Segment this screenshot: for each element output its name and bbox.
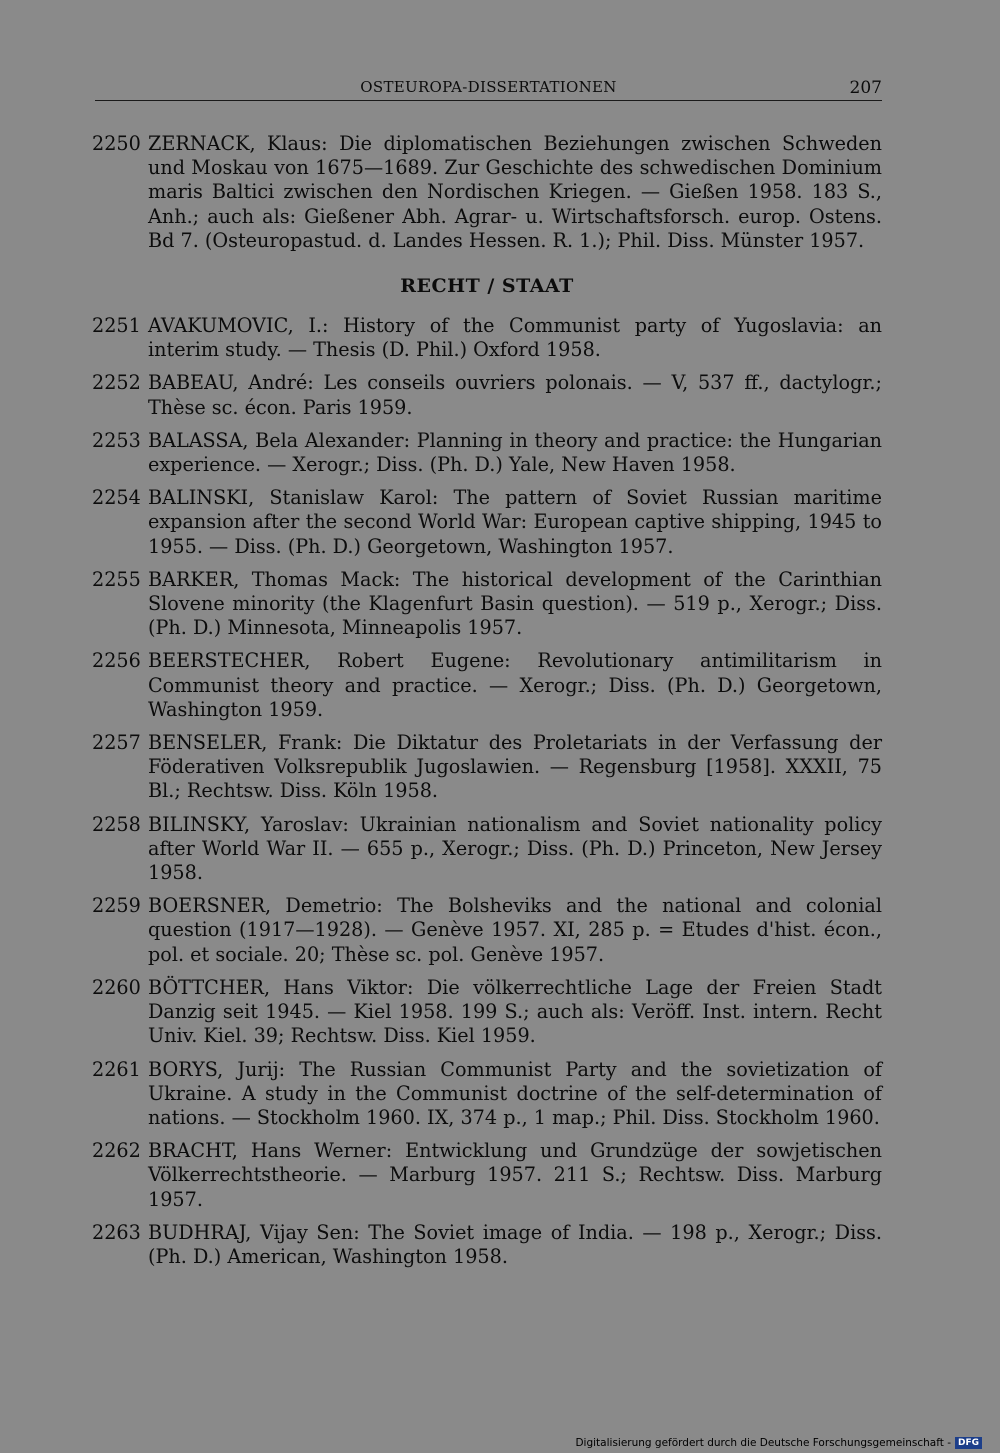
dfg-logo-icon: DFG bbox=[955, 1437, 982, 1449]
entry-text: BENSELER, Frank: Die Diktatur des Proletariats in der Verfassung der Föderativen Volksrepublik Jugoslawien. — Regensburg [1958]. XXXII, 75 Bl.; Rechtsw. Diss. Köln 1958. bbox=[148, 731, 882, 803]
entry-text: BALINSKI, Stanislaw Karol: The pattern of Soviet Russian maritime expansion after the second World War: European captive shipping, 1945 to 1955. — Diss. (Ph. D.) Georgetown, Washington 1957. bbox=[148, 486, 882, 558]
entry-text: BUDHRAJ, Vijay Sen: The Soviet image of India. — 198 p., Xerogr.; Diss. (Ph. D.) American, Washington 1958. bbox=[148, 1220, 882, 1268]
bibliography-entry bbox=[92, 649, 882, 722]
entry-number: 2250 bbox=[92, 132, 141, 155]
entry-text: ZERNACK, Klaus: Die diplomatischen Beziehungen zwischen Schweden und Moskau von 1675—1689. Zur Geschichte des schwedischen Dominium maris Baltici zwischen den Nordischen Kriegen. — Gießen 1958. 183 S., Anh.; auch als: Gießener Abh. Agrar- u. Wirtschaftsforsch. europ. Ostens. Bd 7. (Osteuropastud. d. Landes Hessen. R. 1.); Phil. Diss. Münster 1957. bbox=[148, 132, 882, 252]
bibliography-entry bbox=[92, 568, 882, 641]
bibliography-entry bbox=[92, 813, 882, 886]
bibliography-entry bbox=[92, 314, 882, 362]
entry-number: 2261 bbox=[92, 1057, 141, 1081]
bibliography-entry bbox=[92, 486, 882, 559]
entry-number: 2252 bbox=[92, 371, 141, 395]
entry-number: 2258 bbox=[92, 812, 141, 836]
entry-number: 2259 bbox=[92, 894, 141, 918]
entry-text: BALASSA, Bela Alexander: Planning in theory and practice: the Hungarian experience. — Xerogr.; Diss. (Ph. D.) Yale, New Haven 1958. bbox=[148, 428, 882, 477]
entry-text: BARKER, Thomas Mack: The historical development of the Carinthian Slovene minority (the Klagenfurt Basin question). — 519 p., Xerogr.; Diss. (Ph. D.) Minnesota, Minneapolis 1957. bbox=[148, 567, 882, 640]
entry-number: 2256 bbox=[92, 649, 141, 673]
footer-text: Digitalisierung gefördert durch die Deutsche Forschungsgemeinschaft - bbox=[575, 1437, 951, 1449]
bibliography-entry bbox=[92, 1058, 882, 1131]
running-title: OSTEUROPA-DISSERTATIONEN bbox=[360, 78, 617, 96]
entry-number: 2255 bbox=[92, 567, 141, 591]
bibliography-entry bbox=[92, 371, 882, 419]
bibliography-entry bbox=[92, 429, 882, 477]
bibliography-entry bbox=[92, 976, 882, 1049]
bibliography-entry bbox=[92, 731, 882, 804]
entry-number: 2262 bbox=[92, 1139, 141, 1163]
bibliography-entry bbox=[92, 1139, 882, 1212]
entry-number: 2254 bbox=[92, 486, 141, 510]
section-heading: RECHT / STAAT bbox=[400, 275, 574, 298]
entry-number: 2260 bbox=[92, 975, 141, 999]
entry-text: BÖTTCHER, Hans Viktor: Die völkerrechtliche Lage der Freien Stadt Danzig seit 1945. — Kiel 1958. 199 S.; auch als: Veröff. Inst. intern. Recht Univ. Kiel. 39; Rechtsw. Diss. Kiel 1959. bbox=[148, 975, 882, 1048]
bibliography-entry bbox=[92, 132, 882, 253]
entry-text: BEERSTECHER, Robert Eugene: Revolutionary antimilitarism in Communist theory and practice. — Xerogr.; Diss. (Ph. D.) Georgetown, Washington 1959. bbox=[148, 649, 882, 721]
bibliography-entry bbox=[92, 894, 882, 967]
entry-text: BILINSKY, Yaroslav: Ukrainian nationalism and Soviet nationality policy after World War II. — 655 p., Xerogr.; Diss. (Ph. D.) Princeton, New Jersey 1958. bbox=[148, 812, 882, 885]
entry-text: BABEAU, André: Les conseils ouvriers polonais. — V, 537 ff., dactylogr.; Thèse sc. écon. Paris 1959. bbox=[148, 371, 882, 419]
page-number: 207 bbox=[849, 78, 882, 98]
entry-number: 2257 bbox=[92, 731, 141, 755]
entry-number: 2253 bbox=[92, 428, 141, 452]
bibliography-list bbox=[92, 132, 882, 1278]
digitization-footer bbox=[575, 1437, 982, 1449]
page-header bbox=[95, 78, 882, 100]
header-rule bbox=[95, 100, 882, 101]
entry-number: 2251 bbox=[92, 314, 141, 338]
bibliography-entry bbox=[92, 1221, 882, 1269]
entry-text: BRACHT, Hans Werner: Entwicklung und Grundzüge der sowjetischen Völkerrechtstheorie. — Marburg 1957. 211 S.; Rechtsw. Diss. Marburg 1957. bbox=[148, 1139, 882, 1211]
entry-text: AVAKUMOVIC, I.: History of the Communist party of Yugoslavia: an interim study. — Thesis (D. Phil.) Oxford 1958. bbox=[148, 314, 882, 362]
entry-text: BOERSNER, Demetrio: The Bolsheviks and the national and colonial question (1917—1928). — Genève 1957. XI, 285 p. = Etudes d'hist. écon., pol. et sociale. 20; Thèse sc. pol. Genève 1957. bbox=[148, 894, 882, 966]
entry-number: 2263 bbox=[92, 1220, 141, 1244]
entry-text: BORYS, Jurij: The Russian Communist Party and the sovietization of Ukraine. A study in the Communist doctrine of the self-determination of nations. — Stockholm 1960. IX, 374 p., 1 map.; Phil. Diss. Stockholm 1960. bbox=[148, 1057, 882, 1129]
